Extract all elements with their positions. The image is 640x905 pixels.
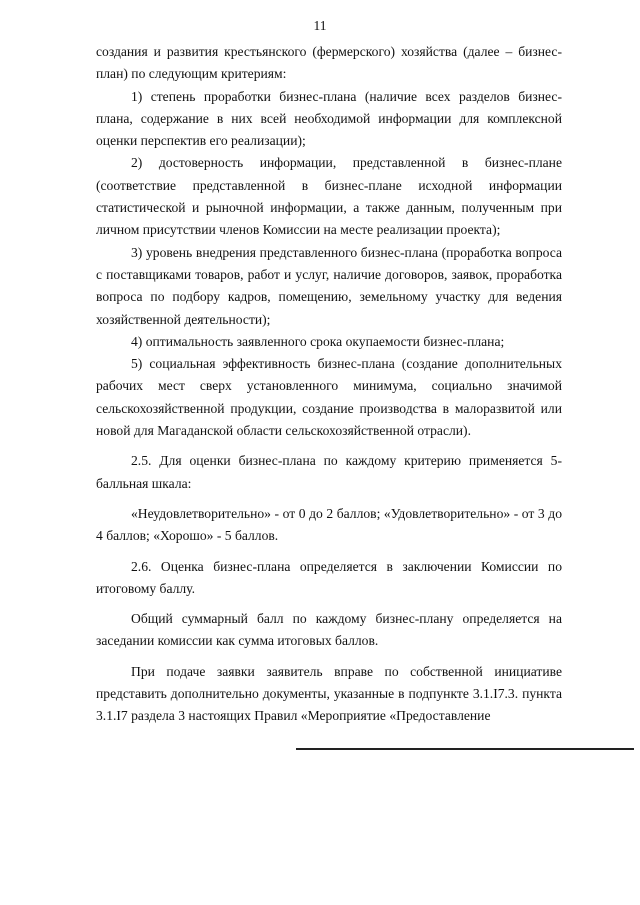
application-paragraph: При подаче заявки заявитель вправе по собственной инициативе представить дополнительно документы, указанные в подпункте 3.1.I7.3. пункта 3.1.I7 раздела 3 настоящих Правил «Мероприятие «Предоставление — [96, 663, 562, 724]
document-body — [96, 41, 562, 728]
criterion-2: 2) достоверность информации, представленной в бизнес-плане (соответствие представленной в бизнес-плане исходной информации статистической и рыночной информации, а также данным, полученным при личном присутствии членов Комиссии на месте реализации проекта); — [96, 155, 562, 238]
clause-2-6: 2.6. Оценка бизнес-плана определяется в заключении Комиссии по итоговому баллу. — [96, 558, 562, 596]
page-number: 11 — [313, 18, 327, 33]
footer-rule — [296, 748, 634, 750]
score-scale: «Неудовлетворительно» - от 0 до 2 баллов; «Удовлетворительно» - от 3 до 4 баллов; «Хорошо» - 5 баллов. — [96, 505, 562, 544]
criterion-1: 1) степень проработки бизнес-плана (наличие всех разделов бизнес-плана, содержание в них всей необходимой информации для комплексной оценки перспектив его реализации); — [96, 88, 562, 149]
clause-2-5: 2.5. Для оценки бизнес-плана по каждому критерию применяется 5-балльная шкала: — [96, 453, 562, 491]
criterion-3: 3) уровень внедрения представленного бизнес-плана (проработка вопроса с поставщиками товаров, работ и услуг, наличие договоров, заявок, проработка вопроса по подбору кадров, помещению, земельному участку для ведения хозяйственной деятельности); — [96, 244, 562, 327]
total-score-paragraph: Общий суммарный балл по каждому бизнес-плану определяется на заседании комиссии как сумма итоговых баллов. — [96, 611, 562, 649]
criterion-4: 4) оптимальность заявленного срока окупаемости бизнес-плана; — [131, 333, 505, 349]
criterion-5: 5) социальная эффективность бизнес-плана (создание дополнительных рабочих мест сверх установленного минимума, социально значимой сельскохозяйственной продукции, создание производства в малоразвитой или новой для Магаданской области сельскохозяйственной отрасли). — [96, 356, 562, 439]
paragraph-intro: создания и развития крестьянского (фермерского) хозяйства (далее – бизнес-план) по следующим критериям: — [96, 44, 562, 82]
